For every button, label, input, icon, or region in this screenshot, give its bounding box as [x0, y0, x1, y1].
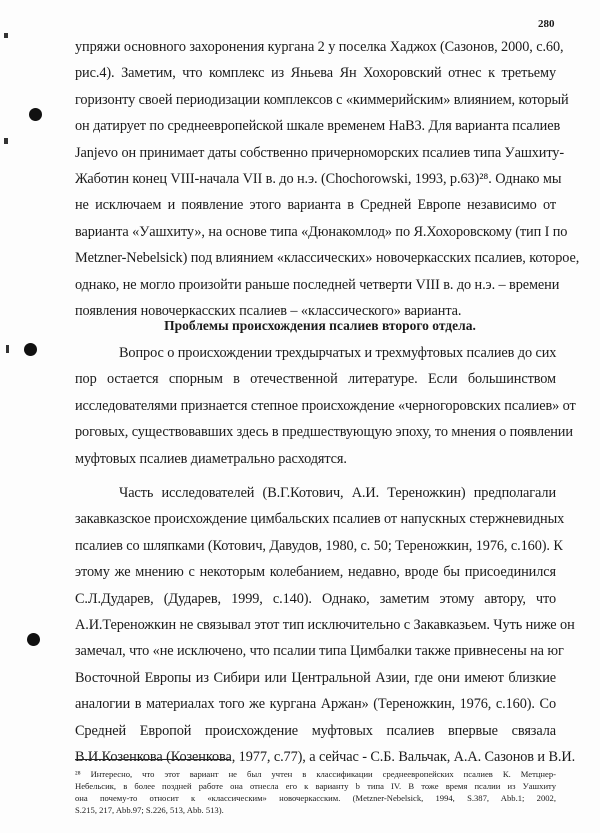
text-line: появления новочеркасских псалиев – «классического» варианта.	[75, 303, 462, 319]
text-line: Восточной Европы из Сибири или Центральной Азии, где они имеют близкие	[75, 669, 556, 686]
text-line: S.215, 217, Abb.97; S.226, 513, Abb. 513).	[75, 805, 224, 815]
page-number: 280	[538, 18, 555, 30]
text-line: ²⁸ Интересно, что этот вариант не был учтен в классификации среднеевропейских псалиев К. Метцнер-	[75, 769, 556, 779]
text-line: рис.4). Заметим, что комплекс из Яньева Ян Хохоровский отнес к третьему	[75, 65, 556, 82]
text-line: Janjevo он принимает даты собственно причерноморских псалиев типа Уашхиту-	[75, 144, 564, 161]
punch-hole	[24, 343, 37, 356]
text-line: Metzner-Nebelsick) под влиянием «классических» новочеркасских псалиев, которое,	[75, 250, 580, 267]
punch-hole	[27, 633, 40, 646]
text-line: С.Л.Дударев, (Дударев, 1999, с.140). Однако, заметим этому автору, что	[75, 590, 556, 607]
text-line: не исключаем и появление этого варианта в Средней Европе независимо от	[75, 197, 556, 214]
text-line: псалиев со шляпками (Котович, Давудов, 1980, с. 50; Тереножкин, 1976, с.160). К	[75, 537, 563, 554]
text-line: замечал, что «не исключено, что псалии типа Цимбалки также привнесены на юг	[75, 643, 564, 660]
text-line: упряжи основного захоронения кургана 2 у поселка Хаджох (Сазонов, 2000, с.60,	[75, 39, 564, 55]
scan-mark	[4, 138, 8, 144]
text-line: Часть исследователей (В.Г.Котович, А.И. Тереножкин) предполагали	[119, 485, 556, 501]
text-line: Средней Европой происхождение муфтовых псалиев впервые связала	[75, 722, 556, 739]
punch-hole	[29, 108, 42, 121]
text-line: А.И.Тереножкин не связывал этот тип исключительно с Закавказьем. Чуть ниже он	[75, 617, 575, 633]
text-line: Вопрос о происхождении трехдырчатых и трехмуфтовых псалиев до сих	[119, 345, 557, 361]
text-line: пор остается спорным в отечественной литературе. Если большинством	[75, 371, 556, 388]
scan-mark	[4, 33, 8, 38]
text-line: исследователями признается степное происхождение «черногоровских псалиев» от	[75, 397, 576, 414]
text-line: муфтовых псалиев диаметрально расходятся.	[75, 450, 347, 467]
text-line: Небельсик, в более поздней работе она отнесла его к варианту b типа IV. В тоже время псалии из Уашхиту	[75, 781, 556, 791]
text-line: Жаботин конец VIII-начала VII в. до н.э. (Chochorowski, 1993, p.63)²⁸. Однако мы	[75, 171, 562, 187]
text-line: аналогии в материалах того же кургана Аржан» (Тереножкин, 1976, с.160). Со	[75, 696, 556, 713]
text-line: варианта «Уашхиту», на основе типа «Дюнакомлод» по Я.Хохоровскому (тип I по	[75, 223, 568, 240]
footnote-separator	[75, 759, 230, 760]
text-line: однако, не могло произойти раньше последней четверти VIII в. до н.э. – времени	[75, 276, 560, 293]
text-line: он датирует по среднеевропейской шкале временем НаВ3. Для варианта псалиев	[75, 118, 561, 135]
scan-mark	[6, 345, 9, 353]
section-heading: Проблемы происхождения псалиев второго отдела.	[164, 318, 476, 333]
text-line: она почему-то относит к «классическим» новочеркасским. (Metzner-Nebelsick, 1994, S.387, Abb.1; 2002,	[75, 793, 556, 803]
text-line: В.И.Козенкова (Козенкова, 1977, с.77), а сейчас - С.Б. Вальчак, А.А. Сазонов и В.И.	[75, 749, 576, 765]
text-line: роговых, существовавших здесь в предшествующую эпоху, то мнения о появлении	[75, 424, 573, 441]
text-line: этому же мнению с некоторым колебанием, недавно, вроде бы присоединился	[75, 564, 556, 581]
text-line: закавказское происхождение цимбальских псалиев от напускных стержневидных	[75, 511, 565, 528]
text-line: горизонту своей периодизации комплексов с «киммерийским» влиянием, который	[75, 91, 569, 108]
